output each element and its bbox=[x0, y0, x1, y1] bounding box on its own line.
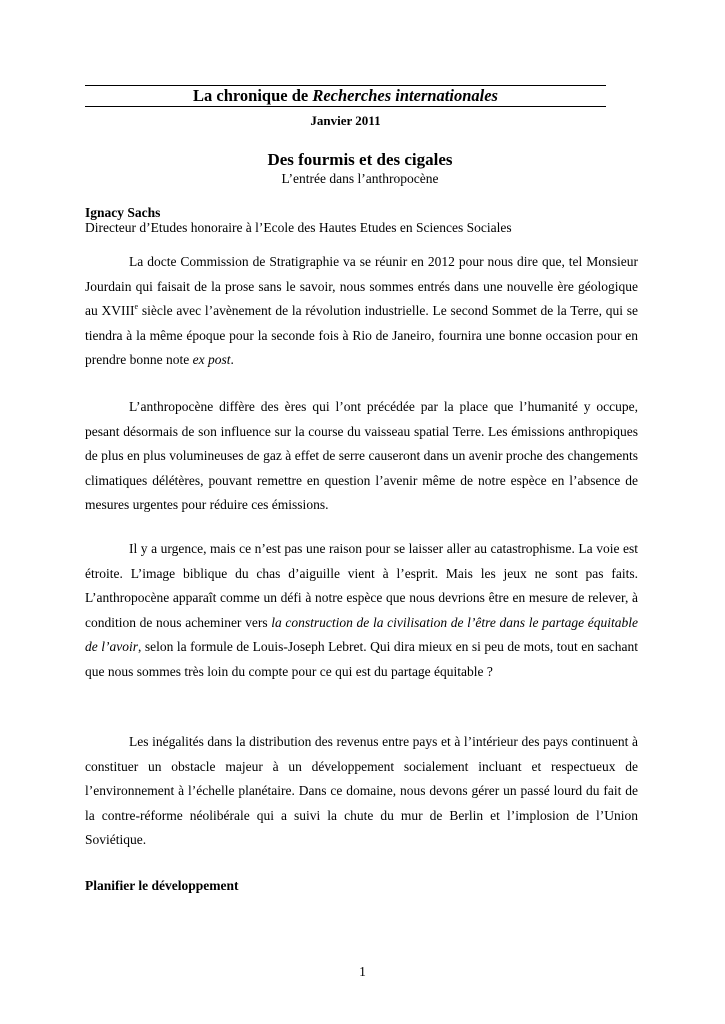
chronique-title bbox=[85, 86, 606, 106]
paragraph-2: L’anthropocène diffère des ères qui l’ont précédée par la place que l’humanité y occupe, pesant désormais de son influence sur la course du vaisseau spatial Terre. Les émissions anthropiques de plus en plus volumineuses de gaz à effet de serre causeront dans un avenir proche des changements climatiques délétères, pouvant remettre en question l’avenir même de notre espèce en l’absence de mesures urgentes pour réduire ces émissions. bbox=[85, 399, 638, 512]
paragraph-3-italic: la construction de la civilisation de l’être dans le partage équitable de l’avoir bbox=[85, 614, 638, 654]
paragraph-1 bbox=[85, 250, 638, 373]
paragraph-1-part-b: siècle avec l’avènement de la révolution industrielle. Le second Sommet de la Terre, qui se tiendra à la même époque pour la seconde fois à Rio de Janeiro, fournira une bonne occasion pour en prendre bonne note bbox=[85, 303, 638, 367]
paragraph-1-part-c: . bbox=[230, 352, 234, 367]
paragraph-1-italic: ex post bbox=[192, 352, 231, 367]
section-heading: Planifier le développement bbox=[85, 878, 239, 893]
paragraph-3-part-a: Il y a urgence, mais ce n’est pas une raison pour se laisser aller au catastrophisme. La voie est étroite. L’image biblique du chas d’aiguille vient à l’esprit. Mais les jeux ne sont pas faits. L’anthropocène apparaît comme un défi à notre espèce que nous devrions être en mesure de relever, à condition de nous acheminer vers bbox=[85, 541, 638, 630]
issue-date: Janvier 2011 bbox=[310, 113, 381, 128]
article-title: Des fourmis et des cigales bbox=[267, 150, 453, 169]
header-bottom-rule bbox=[85, 106, 606, 107]
paragraph-3 bbox=[85, 537, 638, 684]
article-subtitle: L’entrée dans l’anthropocène bbox=[281, 171, 439, 186]
paragraph-4: Les inégalités dans la distribution des revenus entre pays et à l’intérieur des pays continuent à constituer un obstacle majeur à un développement socialement incluant et respectueux de l’environnement à l’échelle planétaire. Dans ce domaine, nous devons gérer un passé lourd du fait de la contre-réforme néolibérale qui a suivi la chute du mur de Berlin et l’implosion de l’Union Soviétique. bbox=[85, 734, 638, 847]
century-superscript: e bbox=[134, 302, 139, 311]
paragraph-3-part-b: , selon la formule de Louis-Joseph Lebret. Qui dira mieux en si peu de mots, tout en sachant que nous sommes très loin du compte pour ce qui est du partage équitable ? bbox=[85, 639, 638, 679]
chronique-title-prefix: La chronique de bbox=[193, 86, 313, 105]
paragraph-1-part-a: La docte Commission de Stratigraphie va se réunir en 2012 pour nous dire que, tel Monsieur Jourdain qui faisait de la prose sans le savoir, nous sommes entrés dans une nouvelle ère géologique au XVIII bbox=[85, 254, 638, 318]
chronique-title-italic: Recherches internationales bbox=[312, 86, 498, 105]
author-name: Ignacy Sachs bbox=[85, 205, 161, 220]
page-number: 1 bbox=[359, 964, 366, 979]
author-affiliation: Directeur d’Etudes honoraire à l’Ecole des Hautes Etudes en Sciences Sociales bbox=[85, 220, 512, 235]
